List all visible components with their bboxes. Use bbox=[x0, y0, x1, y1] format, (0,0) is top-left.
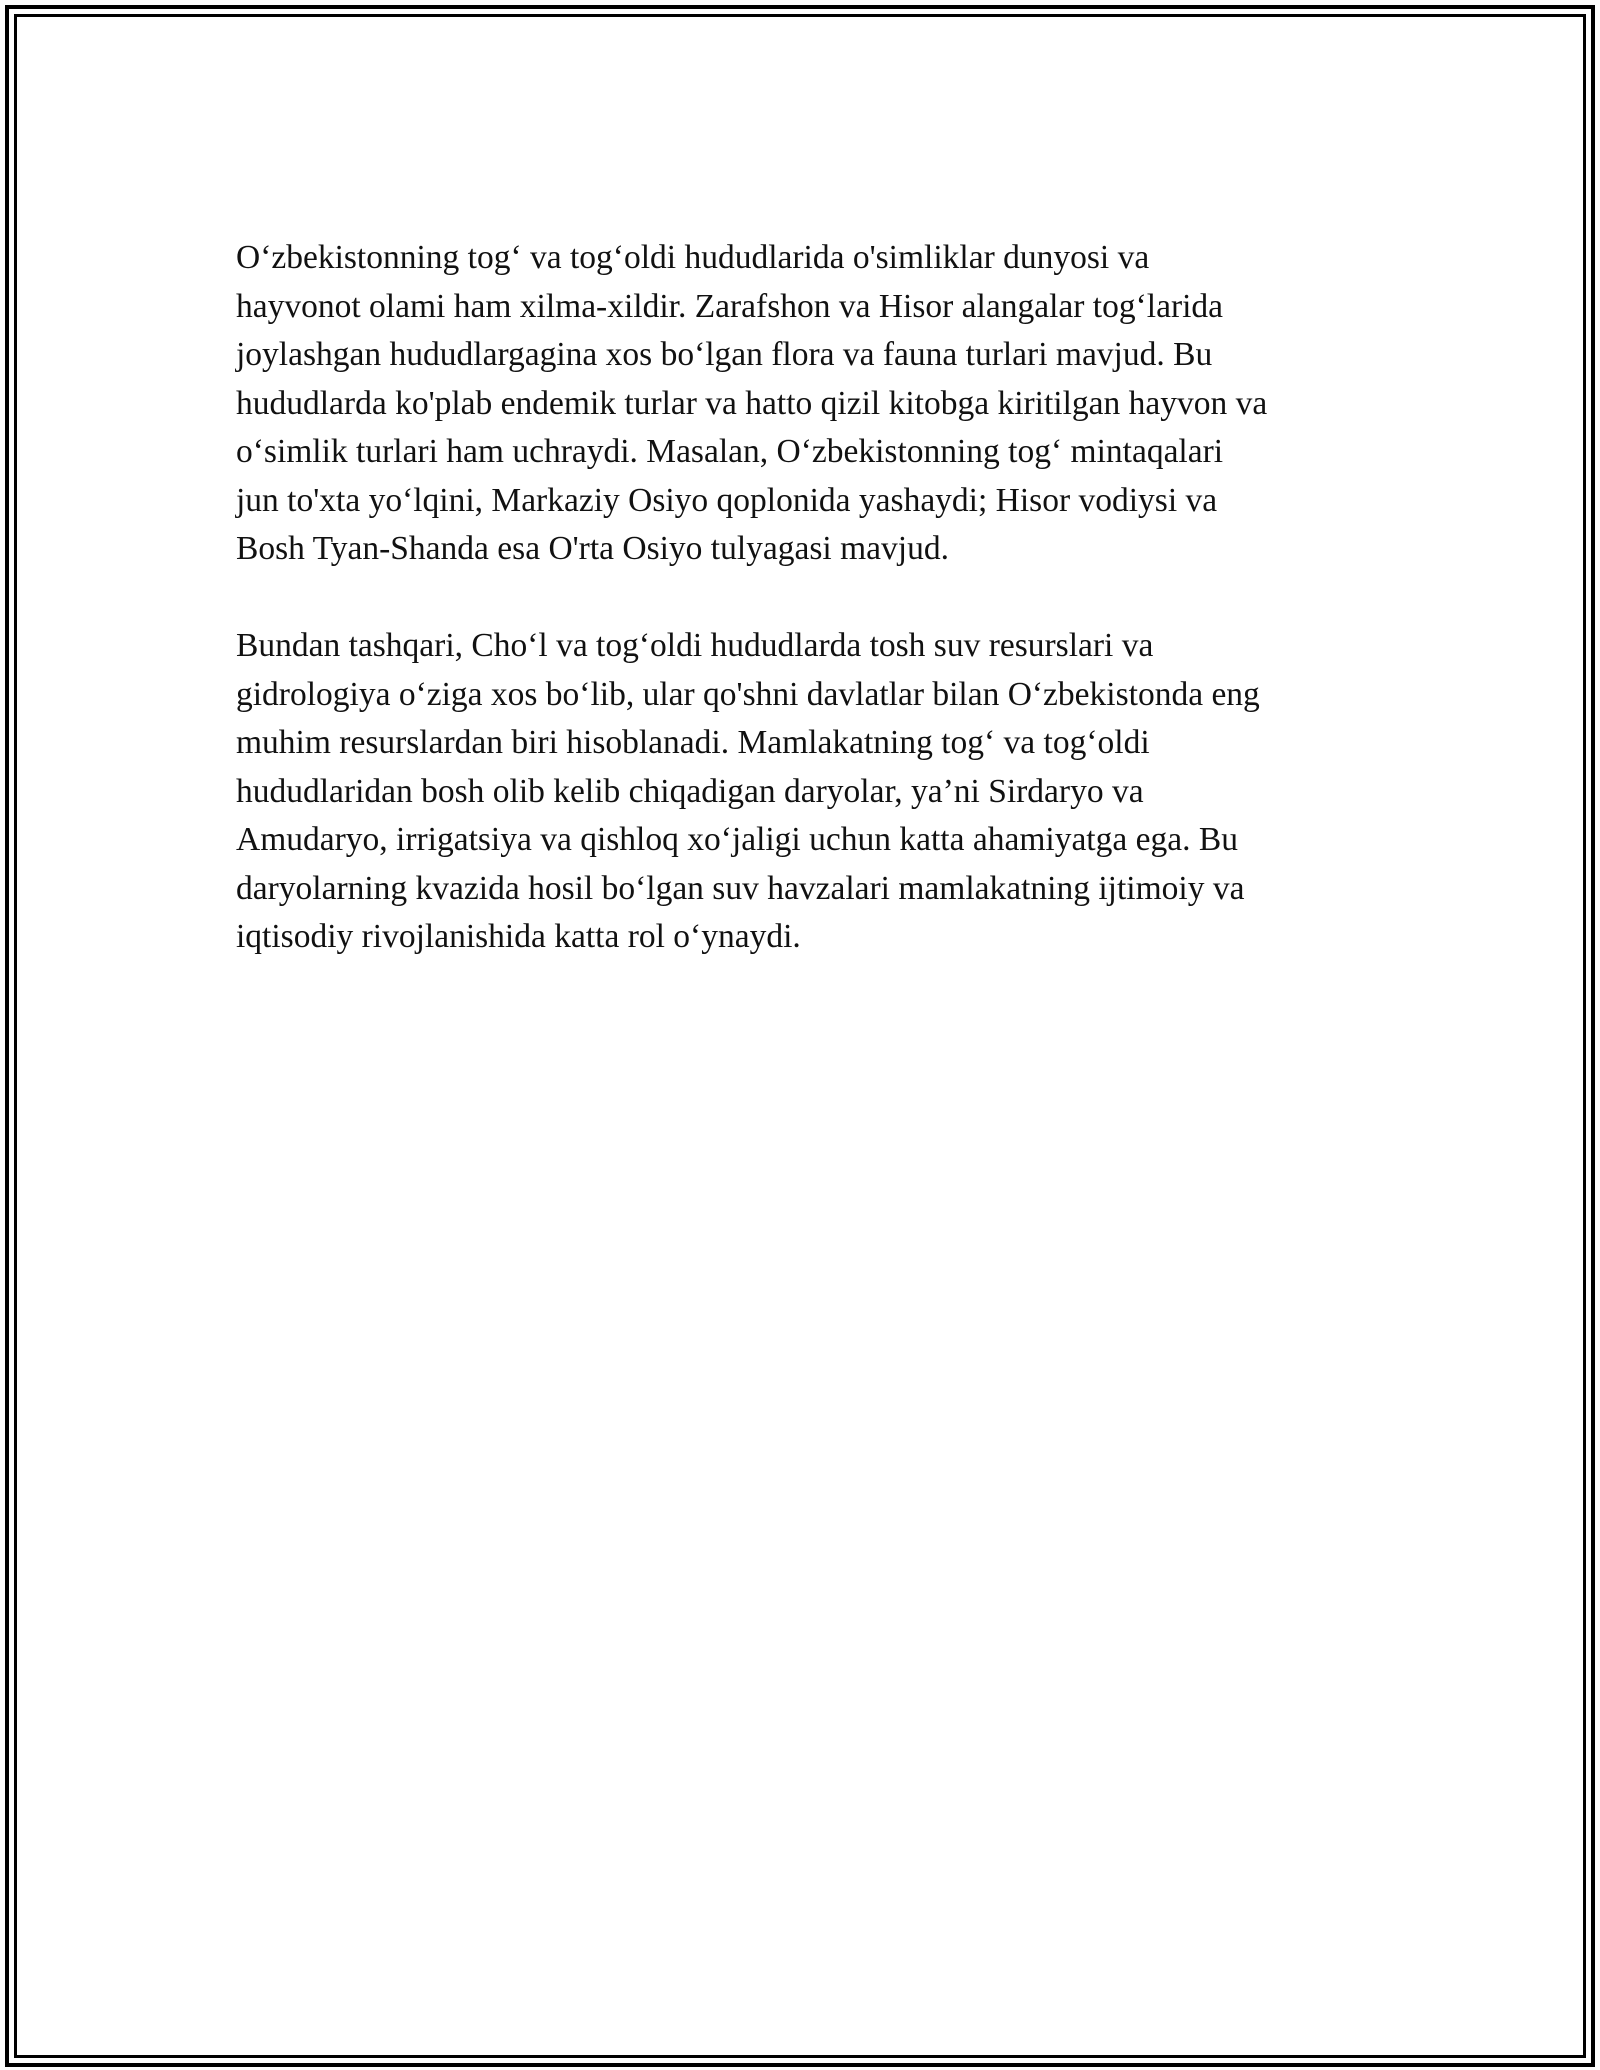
document-body bbox=[236, 234, 1386, 1010]
text-line: daryolarning kvazida hosil bo‘lgan suv havzalari mamlakatning ijtimoiy va bbox=[236, 869, 1245, 907]
text-line: muhim resurslardan biri hisoblanadi. Mamlakatning tog‘ va tog‘oldi bbox=[236, 724, 1150, 761]
text-line: Amudaryo, irrigatsiya va qishloq xo‘jaligi uchun katta ahamiyatga ega. Bu bbox=[236, 821, 1238, 858]
text-line: o‘simlik turlari ham uchraydi. Masalan, O‘zbekistonning tog‘ mintaqalari bbox=[236, 433, 1224, 470]
text-line: iqtisodiy rivojlanishida katta rol o‘ynaydi. bbox=[236, 918, 801, 955]
text-line: jun to'xta yo‘lqini, Markaziy Osiyo qoplonida yashaydi; Hisor vodiysi va bbox=[236, 481, 1218, 519]
text-line: Bosh Tyan-Shanda esa O'rta Osiyo tulyagasi mavjud. bbox=[236, 530, 949, 567]
text-line: Bundan tashqari, Cho‘l va tog‘oldi hududlarda tosh suv resurslari va bbox=[236, 627, 1154, 664]
paragraph-1 bbox=[236, 234, 1386, 574]
text-line: hayvonot olami ham xilma-xildir. Zarafshon va Hisor alangalar tog‘larida bbox=[236, 287, 1224, 325]
paragraph-2 bbox=[236, 622, 1386, 962]
text-line: joylashgan hududlargagina xos bo‘lgan flora va fauna turlari mavjud. Bu bbox=[236, 336, 1213, 373]
text-line: hududlaridan bosh olib kelib chiqadigan daryolar, ya’ni Sirdaryo va bbox=[236, 772, 1144, 810]
text-line: gidrologiya o‘ziga xos bo‘lib, ular qo'shni davlatlar bilan O‘zbekistonda eng bbox=[236, 675, 1260, 713]
text-line: O‘zbekistonning tog‘ va tog‘oldi hududlarida o'simliklar dunyosi va bbox=[236, 239, 1150, 276]
text-line: hududlarda ko'plab endemik turlar va hatto qizil kitobga kiritilgan hayvon va bbox=[236, 384, 1268, 422]
